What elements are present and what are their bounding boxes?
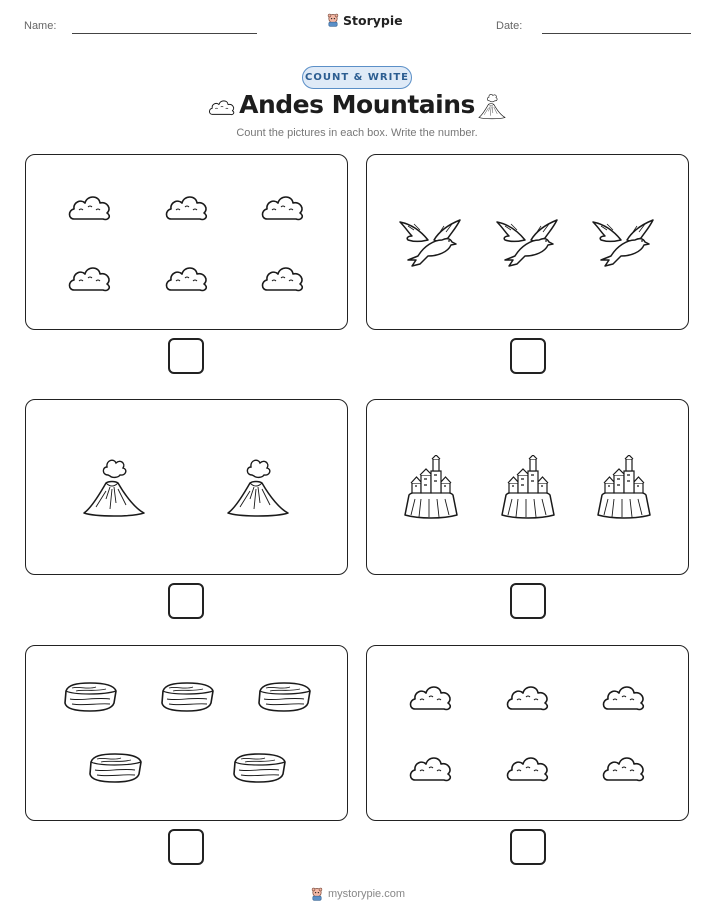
bird-icon (495, 210, 559, 272)
cloud-icon (66, 189, 114, 225)
answer-box-4[interactable] (510, 583, 546, 619)
instructions: Count the pictures in each box. Write the number. (236, 127, 478, 139)
page-title: Andes Mountains (239, 90, 475, 119)
volcano-icon (226, 455, 290, 521)
cloud-icon (66, 260, 114, 296)
cloud-icon (163, 260, 211, 296)
cloud-icon (407, 750, 455, 786)
answer-box-3[interactable] (168, 583, 204, 619)
cloud-icon (259, 260, 307, 296)
date-line[interactable] (542, 33, 691, 34)
bird-icon (591, 210, 655, 272)
answer-box-1[interactable] (168, 338, 204, 374)
cloud-icon (600, 679, 648, 715)
bird-icon (398, 210, 462, 272)
stone-icon (62, 679, 118, 713)
answer-box-2[interactable] (510, 338, 546, 374)
mascot-icon (310, 886, 324, 902)
answer-box-5[interactable] (168, 829, 204, 865)
cloud-icon (163, 189, 211, 225)
footer-url[interactable]: mystorypie.com (328, 888, 406, 900)
cloud-icon (504, 679, 552, 715)
count-box-5 (25, 645, 348, 821)
count-box-1 (25, 154, 348, 330)
cloud-icon (407, 679, 455, 715)
cloud-icon (504, 750, 552, 786)
volcano-icon (478, 92, 506, 121)
mascot-icon (326, 12, 340, 28)
village-cliff-icon (596, 455, 652, 519)
date-label: Date: (496, 20, 523, 32)
footer (310, 886, 405, 902)
brand-name: Storypie (343, 12, 403, 28)
stone-icon (231, 750, 287, 784)
brand-logo (326, 12, 403, 28)
stone-icon (256, 679, 312, 713)
cloud-icon (600, 750, 648, 786)
volcano-icon (82, 455, 146, 521)
village-cliff-icon (500, 455, 556, 519)
cloud-icon (259, 189, 307, 225)
count-box-6 (366, 645, 689, 821)
village-cliff-icon (403, 455, 459, 519)
name-label: Name: (24, 20, 57, 32)
stone-icon (87, 750, 143, 784)
answer-box-6[interactable] (510, 829, 546, 865)
stone-icon (159, 679, 215, 713)
activity-badge: COUNT & WRITE (302, 66, 412, 89)
count-box-3 (25, 399, 348, 575)
name-line[interactable] (72, 33, 257, 34)
